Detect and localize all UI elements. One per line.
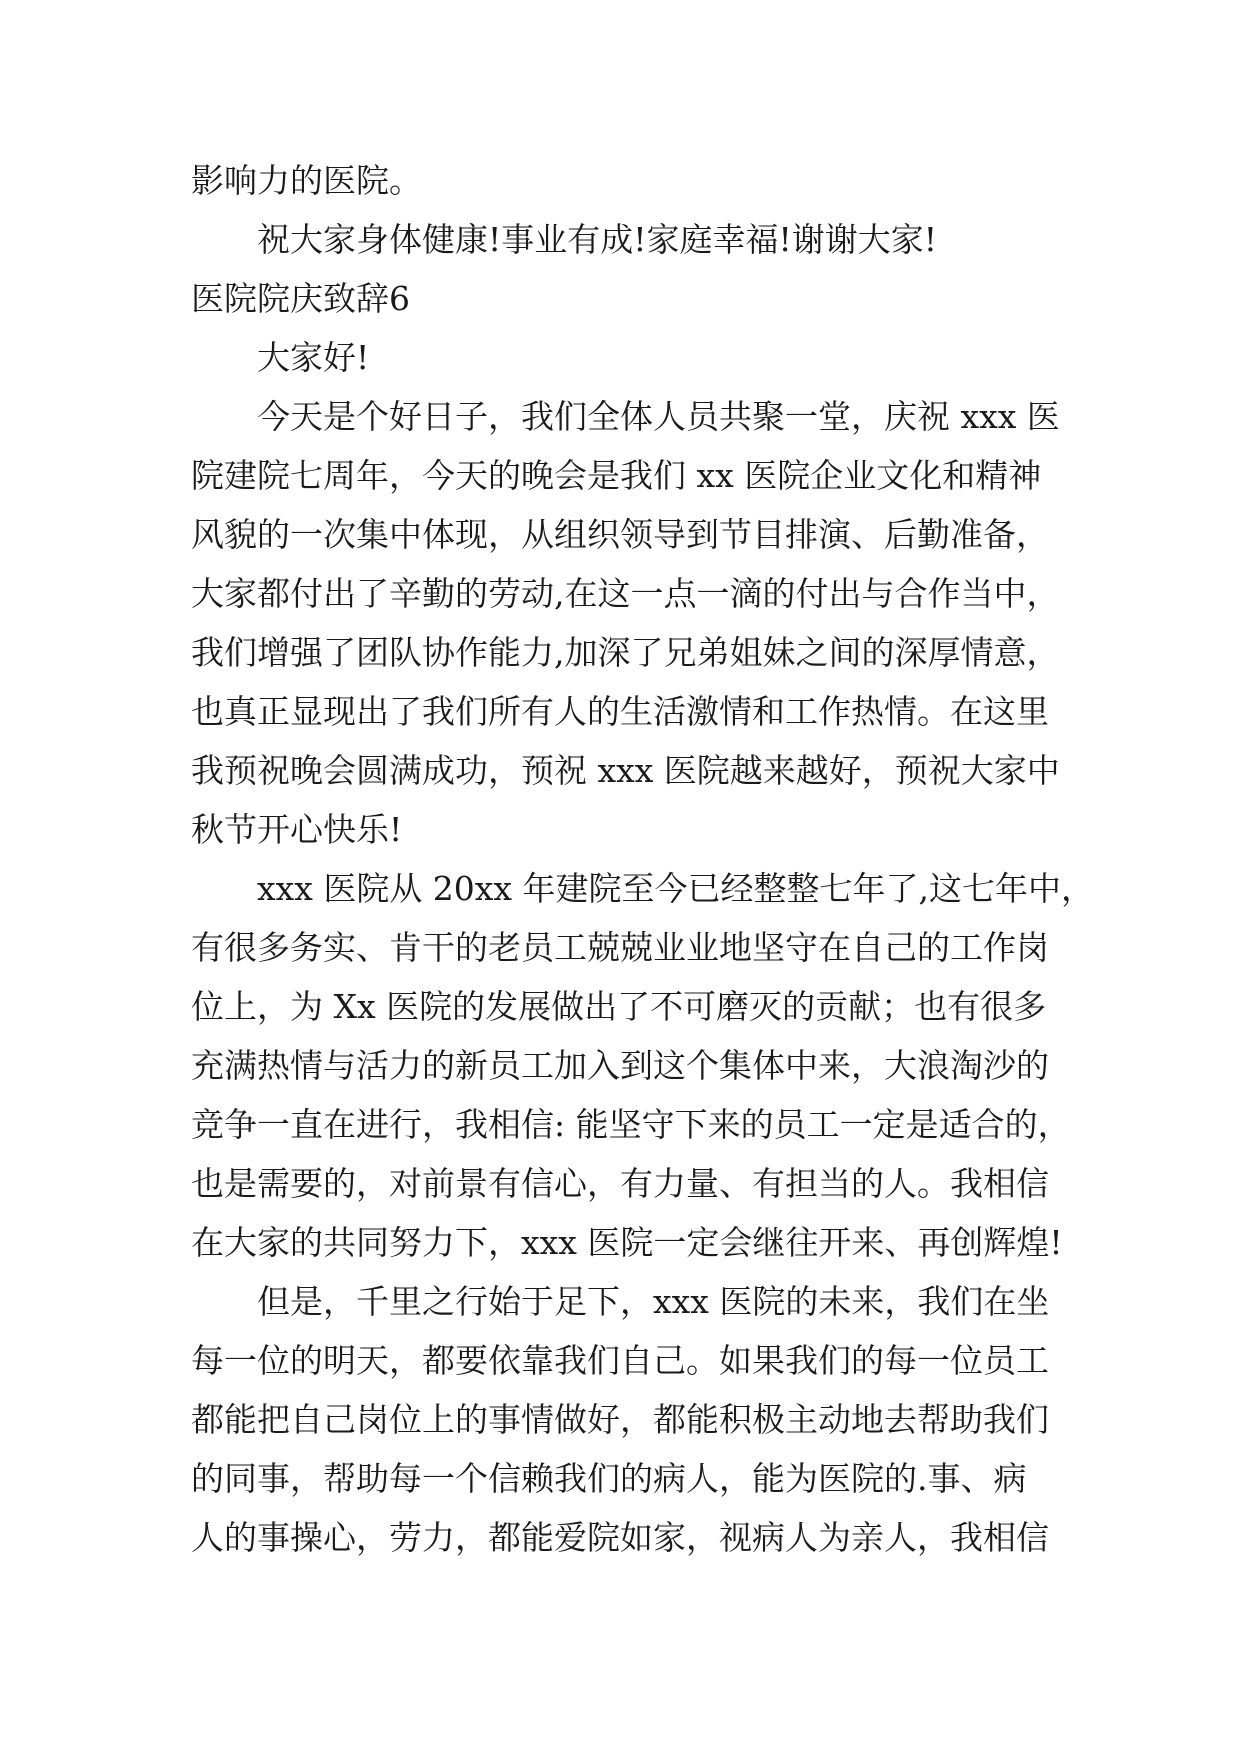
paragraph-line: 今天是个好日子，我们全体人员共聚一堂，庆祝 xxx 医 bbox=[257, 397, 1060, 436]
paragraph-line: xxx 医院从 20xx 年建院至今已经整整七年了,这七年中， bbox=[257, 869, 1095, 908]
paragraph-line: 但是，千里之行始于足下，xxx 医院的未来，我们在坐 bbox=[257, 1282, 1050, 1321]
paragraph-line: 秋节开心快乐! bbox=[191, 810, 403, 849]
paragraph-line: 每一位的明天，都要依靠我们自己。如果我们的每一位员工 bbox=[191, 1341, 1049, 1380]
paragraph-line: 人的事操心，劳力，都能爱院如家，视病人为亲人，我相信 bbox=[191, 1518, 1049, 1557]
section-heading: 医院院庆致辞6 bbox=[191, 279, 410, 318]
paragraph-line: 也真正显现出了我们所有人的生活激情和工作热情。在这里 bbox=[191, 692, 1049, 731]
paragraph-line: 大家都付出了辛勤的劳动,在这一点一滴的付出与合作当中， bbox=[191, 574, 1060, 613]
paragraph-line: 院建院七周年，今天的晚会是我们 xx 医院企业文化和精神 bbox=[191, 456, 1042, 495]
closing-wishes: 祝大家身体健康!事业有成!家庭幸福!谢谢大家! bbox=[257, 220, 938, 259]
paragraph-line: 风貌的一次集中体现，从组织领导到节目排演、后勤准备， bbox=[191, 515, 1049, 554]
paragraph-line: 位上，为 Xx 医院的发展做出了不可磨灭的贡献；也有很多 bbox=[191, 987, 1047, 1026]
paragraph-line: 在大家的共同努力下，xxx 医院一定会继往开来、再创辉煌! bbox=[191, 1223, 1063, 1262]
paragraph-line: 竞争一直在进行，我相信: 能坚守下来的员工一定是适合的， bbox=[191, 1105, 1071, 1144]
paragraph-line: 我们增强了团队协作能力,加深了兄弟姐妹之间的深厚情意， bbox=[191, 633, 1060, 672]
paragraph-line: 充满热情与活力的新员工加入到这个集体中来，大浪淘沙的 bbox=[191, 1046, 1049, 1085]
paragraph-line: 我预祝晚会圆满成功，预祝 xxx 医院越来越好，预祝大家中 bbox=[191, 751, 1060, 790]
paragraph-line: 的同事，帮助每一个信赖我们的病人，能为医院的.事、病 bbox=[191, 1459, 1027, 1498]
greeting: 大家好! bbox=[257, 338, 370, 377]
paragraph-continuation: 影响力的医院。 bbox=[191, 161, 422, 200]
paragraph-line: 有很多务实、肯干的老员工兢兢业业地坚守在自己的工作岗 bbox=[191, 928, 1049, 967]
paragraph-line: 也是需要的，对前景有信心，有力量、有担当的人。我相信 bbox=[191, 1164, 1049, 1203]
document-body bbox=[191, 151, 1095, 1567]
paragraph-line: 都能把自己岗位上的事情做好，都能积极主动地去帮助我们 bbox=[191, 1400, 1049, 1439]
